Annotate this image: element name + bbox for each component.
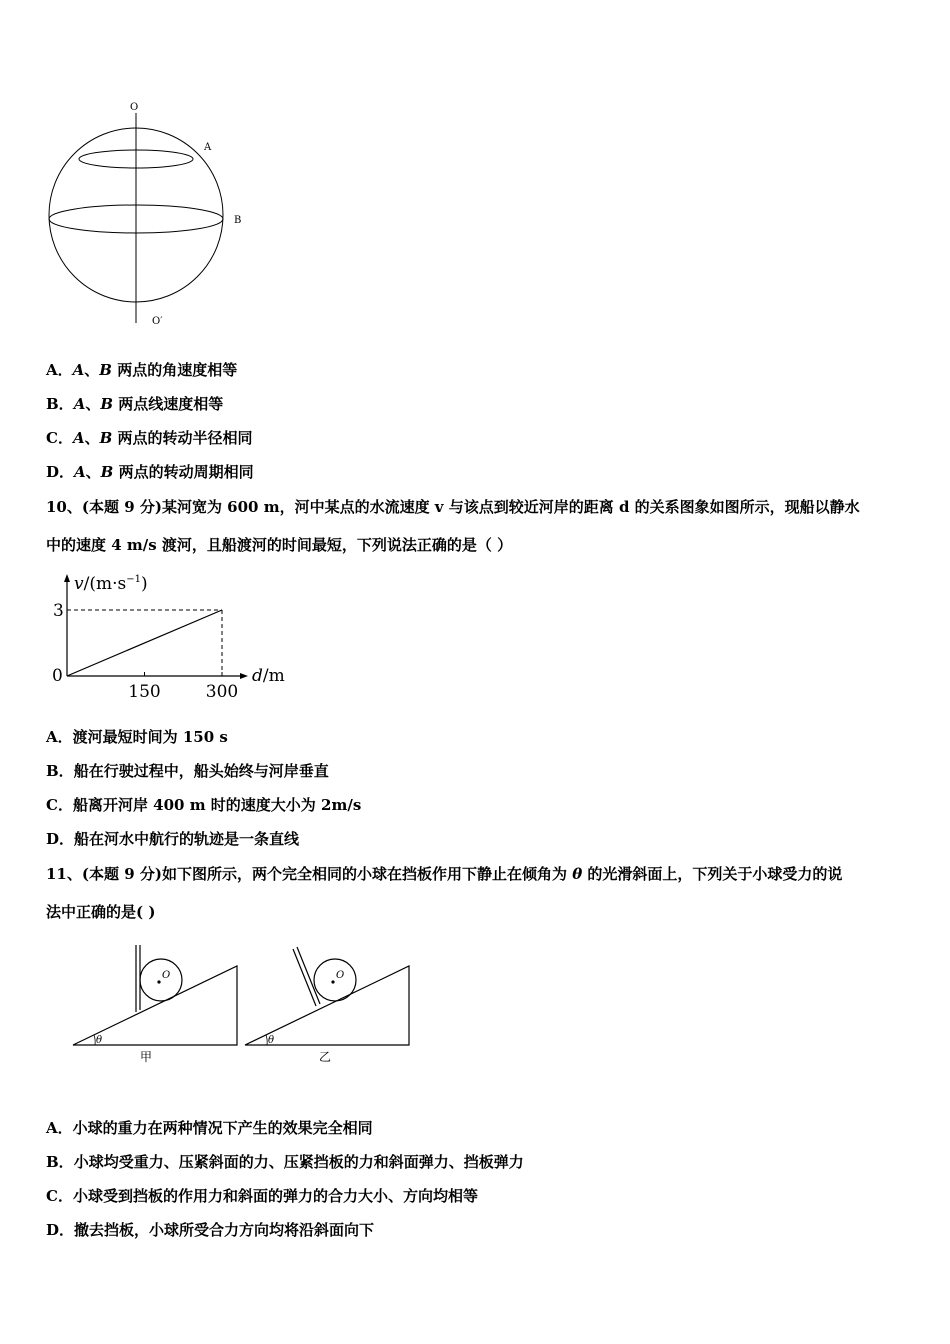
angle-arc-left [94, 1035, 95, 1045]
q10-stem-line2: 中的速度 4 m/s 渡河，且船渡河的时间最短，下列说法正确的是（ ） [46, 536, 513, 554]
y-axis-label: $v/(m\cdot s^{-1})$ [74, 574, 148, 594]
q10-option-d: D．船在河水中航行的轨迹是一条直线 [46, 830, 300, 848]
q11-option-b: B．小球均受重力、压紧斜面的力、压紧挡板的力和斜面弹力、挡板弹力 [46, 1153, 524, 1171]
y-axis-arrow [64, 574, 70, 582]
incline-right-triangle [245, 966, 409, 1045]
angle-label-right: θ [268, 1035, 275, 1046]
origin-label: 0 [52, 666, 63, 686]
sphere-figure [40, 95, 260, 330]
x-axis-label: d/m [252, 666, 285, 686]
point-label-b: B [234, 215, 242, 226]
velocity-distance-chart [40, 570, 300, 705]
axis-label-top: O [130, 102, 139, 113]
incline-left-triangle [73, 966, 237, 1045]
caption-left: 甲 [140, 1050, 153, 1064]
incline-figures [65, 940, 425, 1070]
q11-option-a: A．小球的重力在两种情况下产生的效果完全相同 [46, 1119, 373, 1137]
caption-right: 乙 [319, 1050, 332, 1064]
chart-marks [53, 601, 238, 702]
ball-left-label: O [162, 970, 171, 981]
q9-option-b: B．A、B 两点线速度相等 [46, 395, 224, 413]
q10-option-c: C．船离开河岸 400 m 时的速度大小为 2m/s [46, 796, 362, 814]
q11-stem-line2: 法中正确的是( ) [46, 903, 156, 921]
q9-option-a: A．A、B 两点的角速度相等 [46, 361, 238, 379]
velocity-line [67, 610, 222, 676]
ball-right-center [331, 980, 334, 983]
angle-arc-right [266, 1035, 267, 1045]
incline-right [245, 947, 409, 1064]
incline-left [73, 945, 237, 1064]
ball-left-center [157, 980, 160, 983]
q9-option-d: D．A、B 两点的转动周期相同 [46, 463, 254, 481]
q9-option-c: C．A、B 两点的转动半径相同 [46, 429, 253, 447]
x-tick-label: 300 [205, 682, 239, 702]
ball-right [314, 959, 356, 1001]
tilted-baffle-edge [297, 947, 320, 1004]
point-label-a: A [204, 142, 212, 153]
q10-option-b: B．船在行驶过程中，船头始终与河岸垂直 [46, 762, 329, 780]
axis-label-bottom: O′ [152, 316, 163, 327]
angle-label-left: θ [96, 1035, 103, 1046]
x-tick-label: 150 [128, 682, 161, 702]
q11-option-c: C．小球受到挡板的作用力和斜面的弹力的合力大小、方向均相等 [46, 1187, 478, 1205]
q11-option-d: D．撤去挡板，小球所受合力方向均将沿斜面向下 [46, 1221, 375, 1239]
q10-option-a: A．渡河最短时间为 150 s [46, 728, 228, 746]
y-tick-label: 3 [53, 601, 64, 621]
x-axis-arrow [240, 673, 248, 679]
tilted-baffle [293, 949, 316, 1006]
ball-right-label: O [336, 970, 345, 981]
q11-stem-line1: 11、(本题 9 分)如下图所示，两个完全相同的小球在挡板作用下静止在倾角为 θ 的光滑斜面上，下列关于小球受力的说 [46, 865, 843, 883]
ball-left [140, 959, 182, 1001]
q10-stem-line1: 10、(本题 9 分)某河宽为 600 m，河中某点的水流速度 v 与该点到较近河岸的距离 d 的关系图象如图所示，现船以静水 [46, 498, 860, 516]
